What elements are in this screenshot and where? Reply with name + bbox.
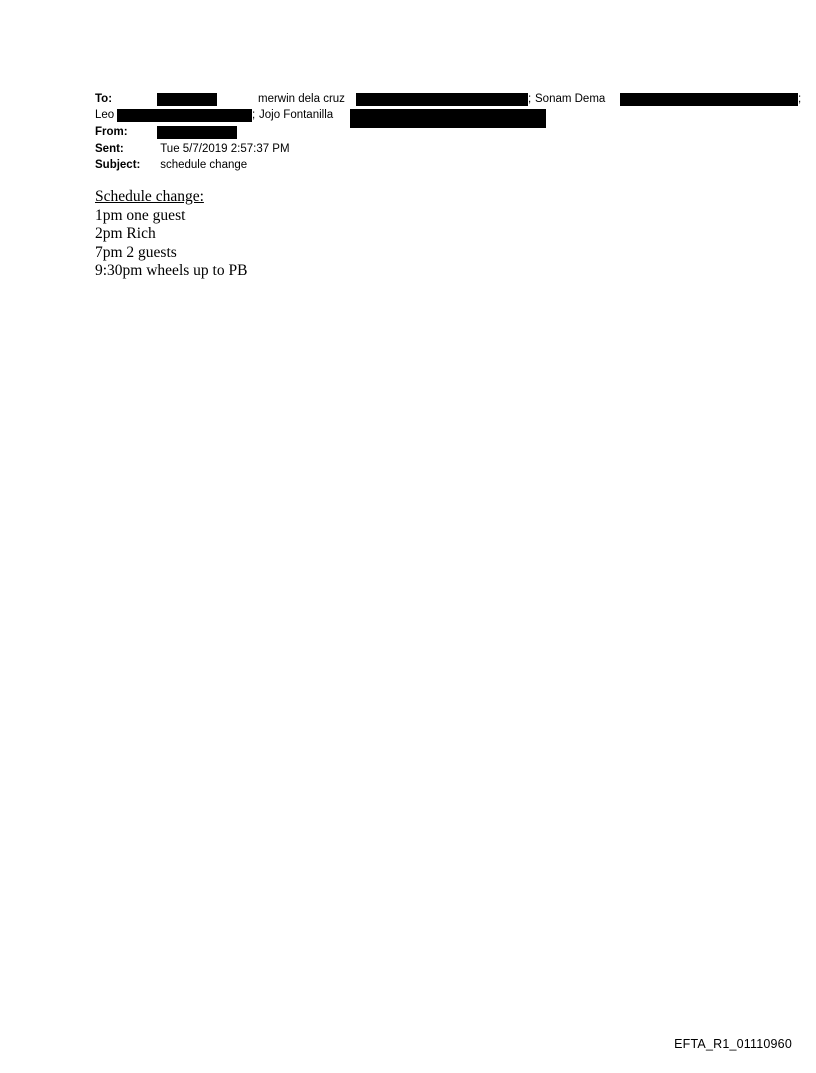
email-header-row-to-continued (95, 108, 735, 124)
to-separator-3: ; (252, 109, 256, 121)
redaction-bar-to-4 (117, 109, 252, 122)
email-header-row-sent (95, 142, 735, 158)
to-recipient-3: Leo (95, 109, 115, 121)
body-line-2: 2pm Rich (95, 225, 156, 242)
to-recipient-2: Sonam Dema (535, 93, 606, 105)
email-header-row-to (95, 92, 802, 108)
to-separator-2: ; (798, 93, 802, 105)
subject-label: Subject: (95, 159, 141, 171)
sent-value: Tue 5/7/2019 2:57:37 PM (160, 143, 290, 155)
redaction-bar-to-1 (157, 93, 217, 106)
redaction-bar-to-2 (356, 93, 528, 106)
from-label: From: (95, 126, 128, 138)
body-line-4: 9:30pm wheels up to PB (95, 262, 248, 279)
redaction-bar-to-3 (620, 93, 798, 106)
to-label: To: (95, 93, 113, 105)
bates-number: EFTA_R1_01110960 (674, 1037, 792, 1051)
to-separator-1: ; (528, 93, 532, 105)
to-recipient-1: merwin dela cruz (258, 93, 345, 105)
email-body (95, 188, 695, 281)
body-line-3: 7pm 2 guests (95, 243, 177, 261)
body-title: Schedule change: (95, 188, 204, 205)
subject-value: schedule change (160, 159, 248, 171)
email-header-row-from (95, 125, 735, 141)
sent-label: Sent: (95, 143, 124, 155)
email-header-row-subject (95, 158, 735, 174)
redaction-bar-from (157, 126, 237, 139)
body-line-1: 1pm one guest (95, 206, 186, 224)
to-recipient-4: Jojo Fontanilla (259, 109, 334, 121)
